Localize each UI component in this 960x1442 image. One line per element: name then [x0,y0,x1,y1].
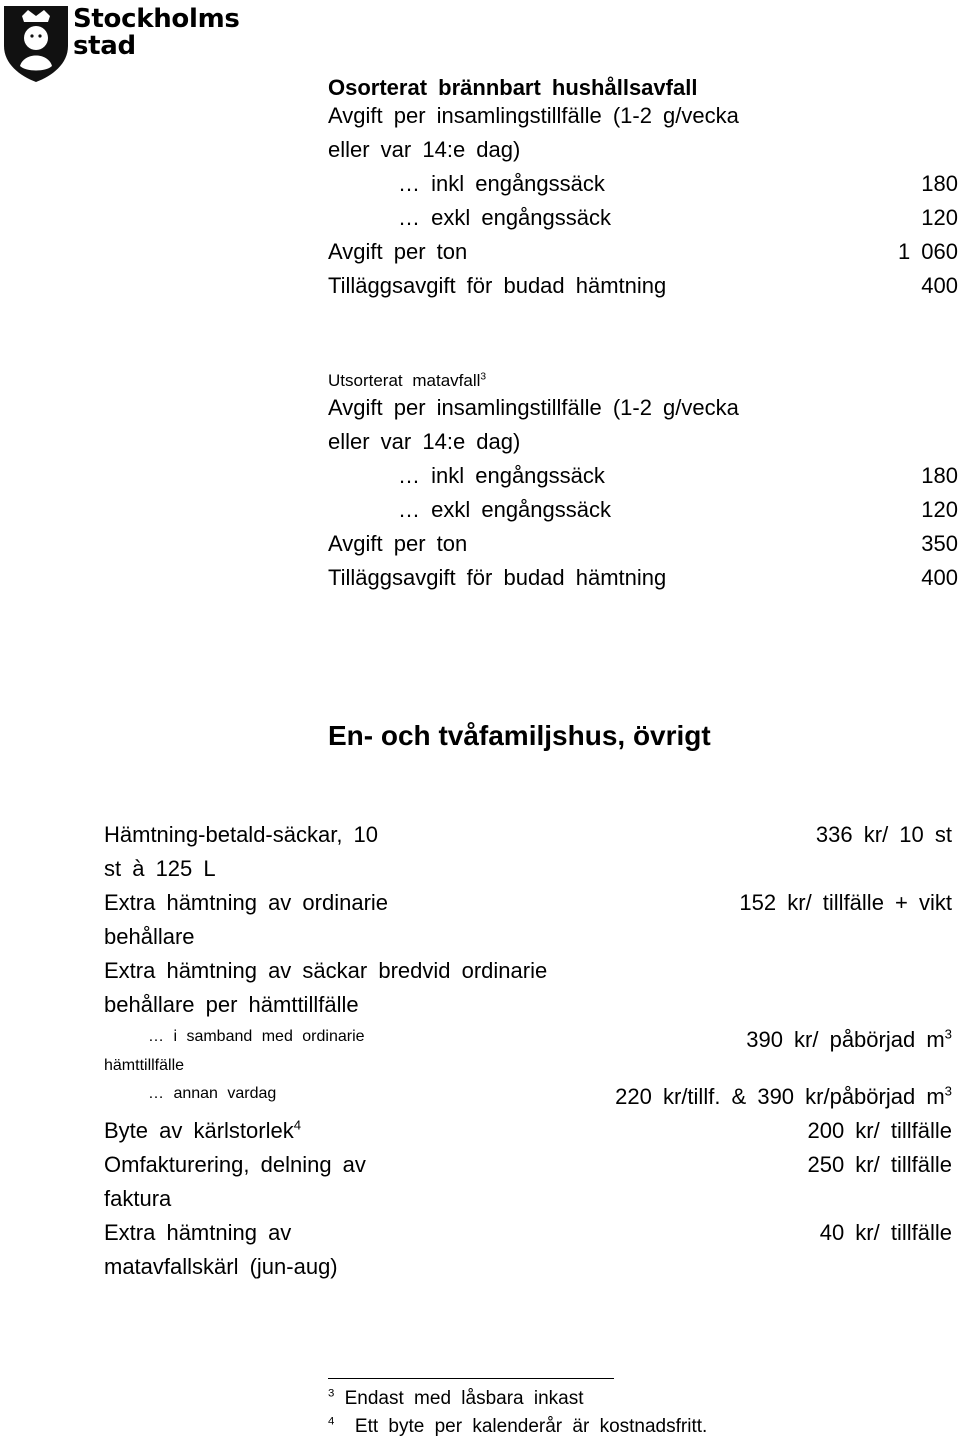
section2-row-value: 120 [921,497,958,522]
section1-row-label: … inkl engångssäck [398,171,605,196]
logo-wordmark [73,6,240,60]
section2-row-label: Avgift per ton [328,531,468,556]
section1-title: Osorterat brännbart hushållsavfall [328,75,698,100]
s3-row4-label-a: … i samband med ordinarie [148,1028,365,1045]
s3-row7-label-a: Omfakturering, delning av [104,1152,366,1177]
footnote [328,1388,584,1410]
section1-row-label: … exkl engångssäck [398,205,611,230]
s3-row5-label: … annan vardag [148,1085,277,1102]
footnote-text: Endast med låsbara inkast [344,1388,584,1409]
s3-row4-value [746,1027,952,1053]
section2-row-value: 400 [921,565,958,590]
section2-row-label: … inkl engångssäck [398,463,605,488]
section2-row-value: 180 [921,463,958,488]
s3-row1-label-a: Hämtning-betald-säckar, 10 [104,822,379,847]
superscript-3: 3 [944,1083,952,1099]
logo-line-1: Stockholms [73,4,240,34]
footnote-number: 3 [328,1387,335,1400]
section1-line2: eller var 14:e dag) [328,137,521,162]
footnote-divider [328,1378,614,1379]
section2-title [328,371,486,391]
section-heading: En- och tvåfamiljshus, övrigt [328,720,711,751]
s3-row8-label-b: matavfallskärl (jun-aug) [104,1254,338,1279]
section2-line2: eller var 14:e dag) [328,429,521,454]
s3-row7-value: 250 kr/ tillfälle [807,1152,952,1177]
section2-row-label: … exkl engångssäck [398,497,611,522]
footnote [328,1416,707,1438]
s3-row2-value: 152 kr/ tillfälle + vikt [739,890,952,915]
s3-row3-label-b: behållare per hämttillfälle [104,992,359,1017]
s3-row2-label-a: Extra hämtning av ordinarie [104,890,389,915]
footnote-text: Ett byte per kalenderår är kostnadsfritt. [354,1416,708,1437]
s3-row6-label-text: Byte av kärlstorlek [104,1118,294,1143]
logo [0,0,240,90]
s3-row1-value: 336 kr/ 10 st [815,822,952,847]
section2-title-text: Utsorterat matavfall [328,371,481,390]
s3-row8-value: 40 kr/ tillfälle [819,1220,952,1245]
section1-row-label: Avgift per ton [328,239,468,264]
section1-row-value: 120 [921,205,958,230]
logo-line-2: stad [73,31,136,61]
section2-row-value: 350 [921,531,958,556]
section1-row-value: 400 [921,273,958,298]
stockholm-crest-icon [2,2,72,84]
s3-row5-value [615,1084,952,1110]
footnote-ref-3: 3 [480,371,487,383]
s3-row2-label-b: behållare [104,924,195,949]
s3-row1-label-b: st à 125 L [104,856,216,881]
footnote-ref-4: 4 [293,1117,302,1133]
section1-row-value: 1 060 [897,239,958,264]
s3-row5-value-text: 220 kr/tillf. & 390 kr/påbörjad m [615,1084,945,1109]
s3-row8-label-a: Extra hämtning av [104,1220,292,1245]
superscript-3: 3 [944,1026,952,1042]
section1-row-label: Tilläggsavgift för budad hämtning [328,273,667,298]
section1-row-value: 180 [921,171,958,196]
section2-row-label: Tilläggsavgift för budad hämtning [328,565,667,590]
section1-line1: Avgift per insamlingstillfälle (1-2 g/vecka [328,103,739,128]
s3-row7-label-b: faktura [104,1186,172,1211]
s3-row6-label [104,1118,301,1144]
footnote-number: 4 [328,1415,335,1428]
s3-row3-label-a: Extra hämtning av säckar bredvid ordinarie [104,958,548,983]
s3-row6-value: 200 kr/ tillfälle [807,1118,952,1143]
s3-row4-value-text: 390 kr/ påbörjad m [746,1027,945,1052]
s3-row4-label-b: hämttillfälle [104,1057,185,1074]
section2-line1: Avgift per insamlingstillfälle (1-2 g/vecka [328,395,739,420]
